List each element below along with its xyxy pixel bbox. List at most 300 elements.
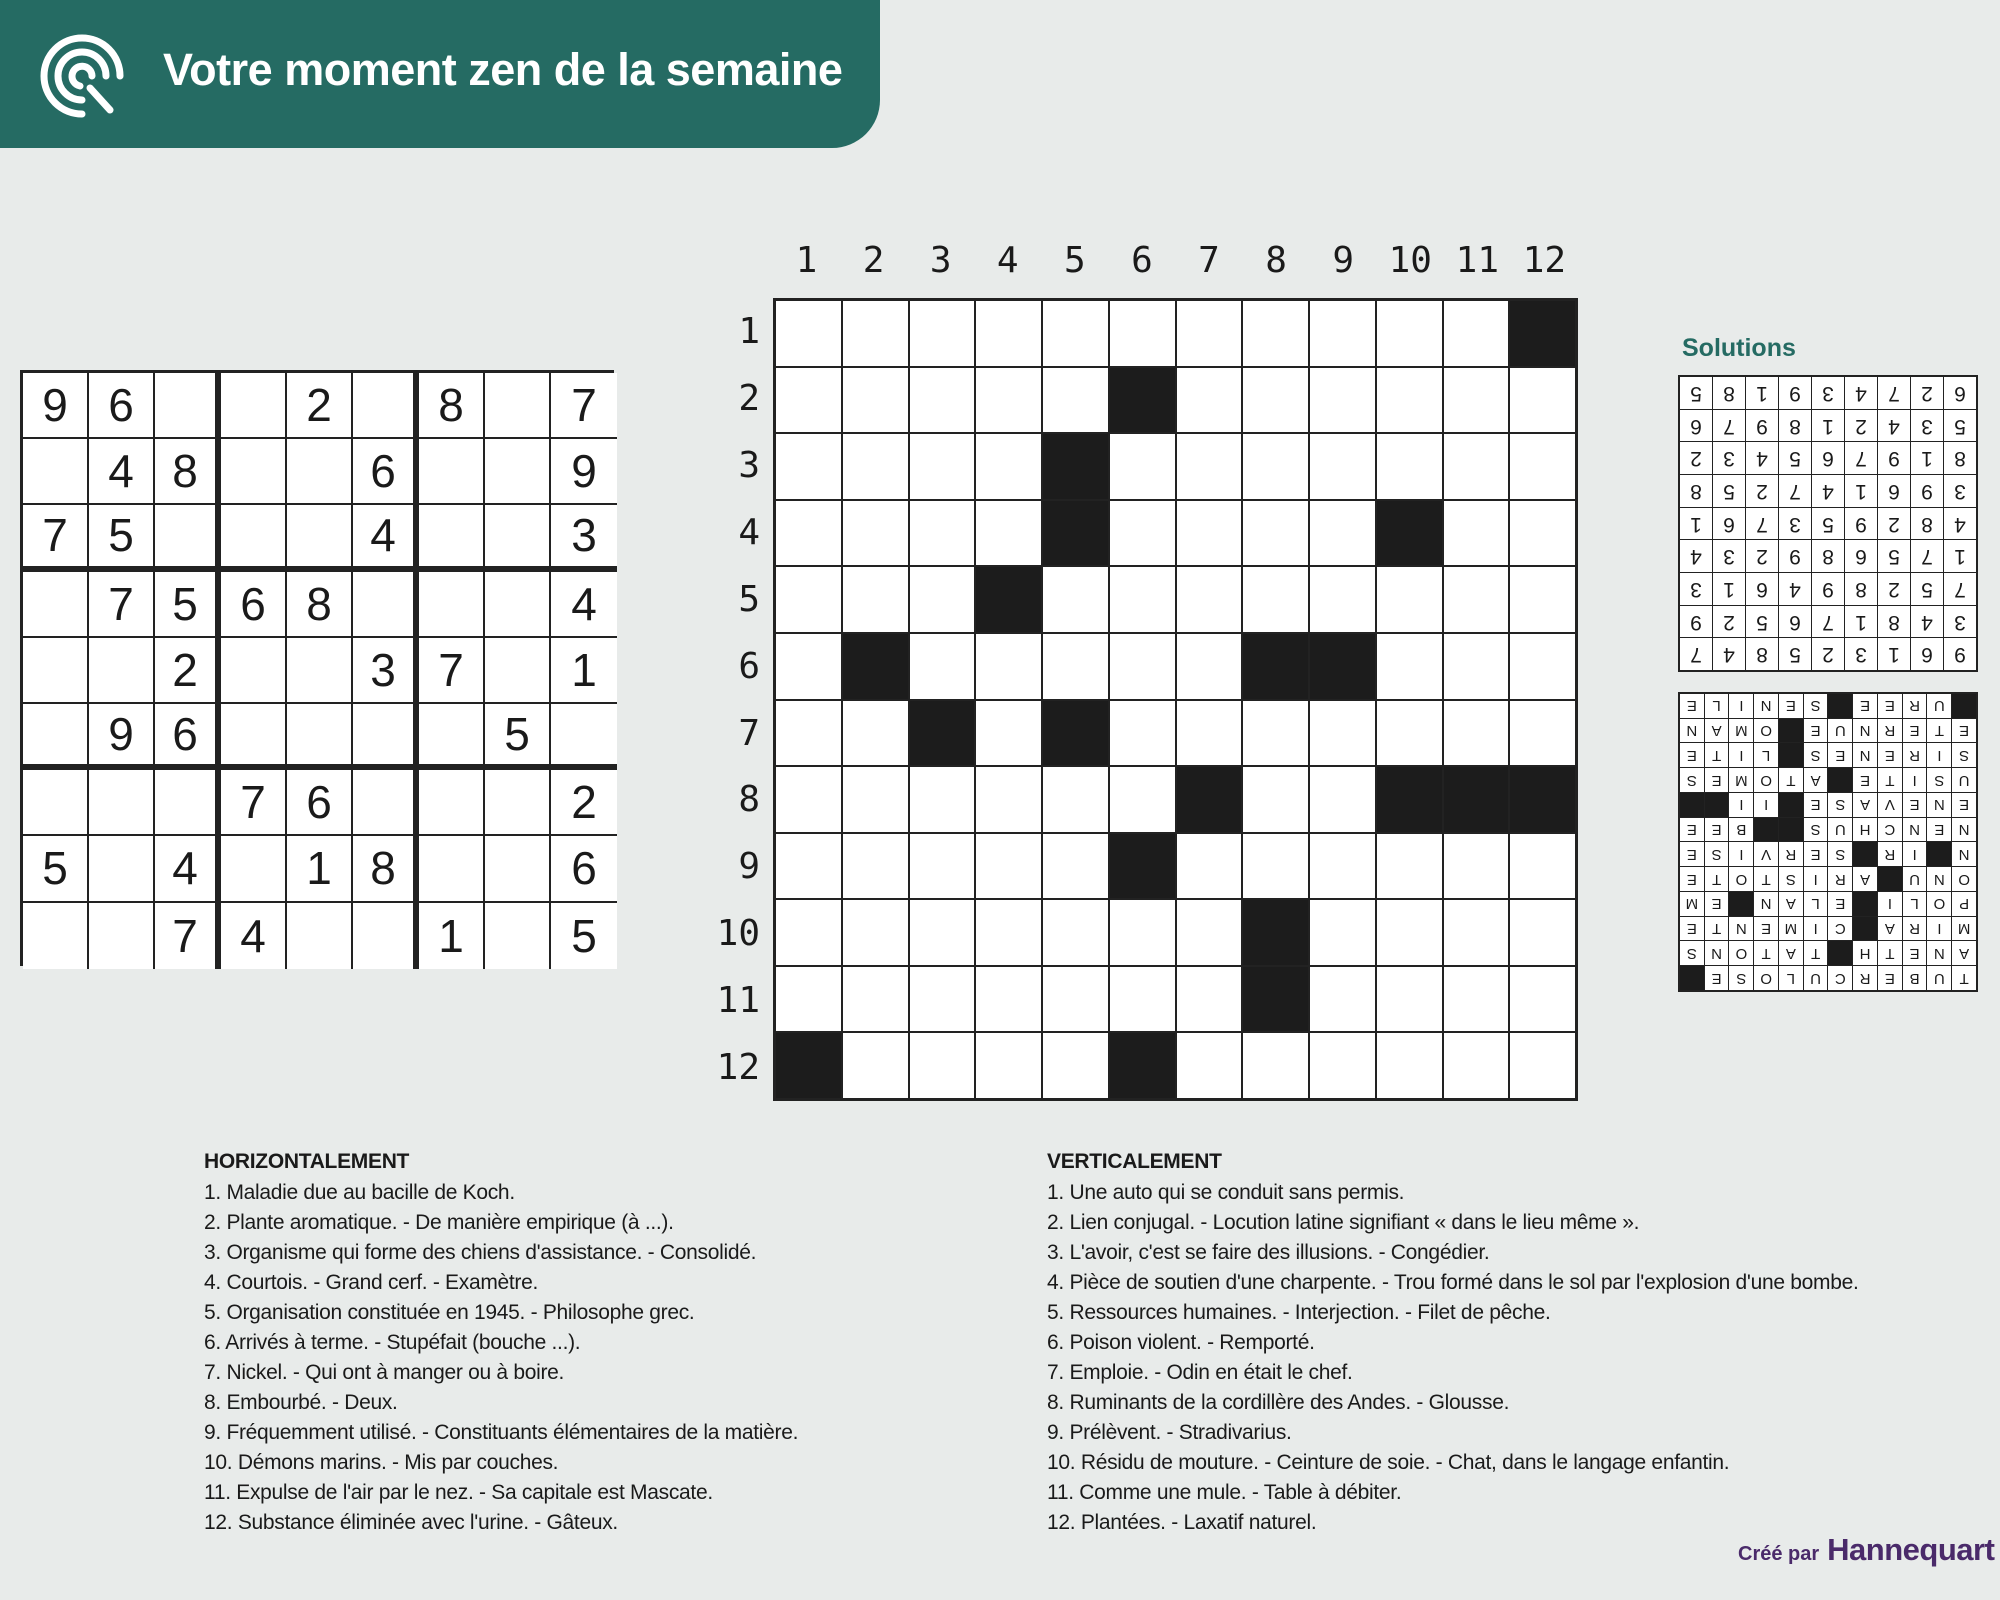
crossword-cell[interactable] xyxy=(1177,701,1242,766)
crossword-cell[interactable] xyxy=(1243,834,1308,899)
crossword-cell[interactable] xyxy=(1043,1033,1108,1098)
page-header xyxy=(0,0,880,148)
solutions-title: Solutions xyxy=(1682,334,1796,362)
crossword-solution-cell: R xyxy=(1853,966,1877,990)
crossword-cell[interactable] xyxy=(1043,967,1108,1032)
sudoku-cell[interactable] xyxy=(287,638,353,704)
crossword-cell[interactable] xyxy=(1177,434,1242,499)
sudoku-cell: 7 xyxy=(89,572,155,638)
crossword-cell[interactable] xyxy=(843,900,908,965)
sudoku-cell: 7 xyxy=(221,770,287,836)
crossword-cell[interactable] xyxy=(1043,834,1108,899)
sudoku-cell[interactable] xyxy=(353,572,419,638)
crossword-solution-cell: U xyxy=(1804,966,1828,990)
crossword-solution-cell: B xyxy=(1903,966,1927,990)
sudoku-cell[interactable] xyxy=(485,505,551,571)
crossword-cell[interactable] xyxy=(1243,567,1308,632)
crossword-cell[interactable] xyxy=(1177,501,1242,566)
crossword-solution-black-cell xyxy=(1779,719,1803,743)
crossword-solution-cell: O xyxy=(1730,867,1754,891)
vertical-clue: 4. Pièce de soutien d'une charpente. - Trou formé dans le sol par l'explosion d'une bombe. xyxy=(1047,1271,1859,1294)
crossword-cell[interactable] xyxy=(1510,567,1575,632)
crossword-cell[interactable] xyxy=(843,767,908,832)
sudoku-solution-cell: 6 xyxy=(1680,410,1712,442)
crossword-solution-cell: E xyxy=(1705,818,1729,842)
crossword-cell[interactable] xyxy=(1510,701,1575,766)
sudoku-cell[interactable] xyxy=(485,836,551,902)
crossword-cell[interactable] xyxy=(776,900,841,965)
crossword-cell[interactable] xyxy=(776,301,841,366)
crossword-row-number: 5 xyxy=(738,578,760,620)
crossword-cell[interactable] xyxy=(1310,567,1375,632)
sudoku-cell[interactable] xyxy=(221,439,287,505)
crossword-solution-cell: O xyxy=(1730,942,1754,966)
crossword-cell[interactable] xyxy=(1177,1033,1242,1098)
crossword-solution-black-cell xyxy=(1853,843,1877,867)
crossword-cell[interactable] xyxy=(1110,501,1175,566)
crossword-cell[interactable] xyxy=(910,501,975,566)
crossword-cell[interactable] xyxy=(776,634,841,699)
crossword-cell[interactable] xyxy=(1243,1033,1308,1098)
sudoku-cell[interactable] xyxy=(89,770,155,836)
crossword-cell[interactable] xyxy=(1444,701,1509,766)
crossword-solution-cell: L xyxy=(1705,694,1729,718)
crossword-solution-black-cell xyxy=(1952,694,1976,718)
sudoku-cell[interactable] xyxy=(89,638,155,704)
sudoku-solution-cell: 4 xyxy=(1779,573,1811,605)
crossword-cell[interactable] xyxy=(1377,834,1442,899)
crossword-solution-cell: N xyxy=(1853,744,1877,768)
crossword-column-number: 2 xyxy=(862,240,885,281)
crossword-cell[interactable] xyxy=(1510,501,1575,566)
crossword-cell[interactable] xyxy=(1510,900,1575,965)
sudoku-cell[interactable] xyxy=(287,903,353,969)
sudoku-cell[interactable] xyxy=(419,704,485,770)
crossword-cell[interactable] xyxy=(976,634,1041,699)
crossword-solution-cell: T xyxy=(1804,942,1828,966)
crossword-column-number: 6 xyxy=(1131,240,1153,281)
crossword-cell[interactable] xyxy=(776,567,841,632)
crossword-solution-cell: U xyxy=(1829,818,1853,842)
crossword-solution-cell: S xyxy=(1804,694,1828,718)
crossword-cell[interactable] xyxy=(1377,634,1442,699)
crossword-solution-cell: E xyxy=(1680,818,1704,842)
crossword-black-cell xyxy=(1043,501,1108,566)
sudoku-solution-cell: 6 xyxy=(1812,442,1844,474)
crossword-cell[interactable] xyxy=(1243,501,1308,566)
horizontal-clue: 6. Arrivés à terme. - Stupéfait (bouche ...). xyxy=(204,1331,581,1354)
crossword-solution-cell: A xyxy=(1952,942,1976,966)
vertical-clue: 3. L'avoir, c'est se faire des illusions. - Congédier. xyxy=(1047,1241,1490,1264)
crossword-cell[interactable] xyxy=(1243,701,1308,766)
horizontal-clue: 5. Organisation constituée en 1945. - Philosophe grec. xyxy=(204,1301,695,1324)
crossword-solution-black-cell xyxy=(1779,744,1803,768)
sudoku-cell[interactable] xyxy=(287,704,353,770)
crossword-solution-cell: I xyxy=(1878,892,1902,916)
crossword-cell[interactable] xyxy=(776,368,841,433)
crossword-cell[interactable] xyxy=(976,767,1041,832)
horizontal-clue: 9. Fréquemment utilisé. - Constituants élémentaires de la matière. xyxy=(204,1421,799,1444)
crossword-solution-cell: L xyxy=(1779,966,1803,990)
sudoku-solution-cell: 8 xyxy=(1845,573,1877,605)
crossword-cell[interactable] xyxy=(910,1033,975,1098)
crossword-row-number: 9 xyxy=(738,846,760,888)
horizontal-clues xyxy=(204,1150,1004,1538)
crossword-solution-cell: R xyxy=(1878,843,1902,867)
sudoku-cell[interactable] xyxy=(23,770,89,836)
sudoku-solution-cell: 3 xyxy=(1845,638,1877,670)
crossword-row-number: 7 xyxy=(738,712,760,754)
crossword-cell[interactable] xyxy=(843,701,908,766)
sudoku-cell: 9 xyxy=(89,704,155,770)
crossword-cell[interactable] xyxy=(1110,567,1175,632)
crossword-solution-black-cell xyxy=(1779,818,1803,842)
crossword-cell[interactable] xyxy=(976,967,1041,1032)
crossword-solution-cell: S xyxy=(1680,942,1704,966)
sudoku-solution-cell: 7 xyxy=(1944,573,1976,605)
crossword-cell[interactable] xyxy=(1377,900,1442,965)
crossword-cell[interactable] xyxy=(976,900,1041,965)
crossword-cell[interactable] xyxy=(1377,701,1442,766)
crossword-solution-cell: S xyxy=(1680,768,1704,792)
crossword-solution-cell: M xyxy=(1680,892,1704,916)
crossword-cell[interactable] xyxy=(1310,434,1375,499)
sudoku-cell[interactable] xyxy=(419,836,485,902)
crossword-cell[interactable] xyxy=(1043,767,1108,832)
vertical-clue: 6. Poison violent. - Remporté. xyxy=(1047,1331,1315,1354)
crossword-solution-cell: E xyxy=(1804,843,1828,867)
crossword-cell[interactable] xyxy=(1444,434,1509,499)
crossword-cell[interactable] xyxy=(1510,368,1575,433)
sudoku-cell[interactable] xyxy=(551,704,617,770)
crossword-cell[interactable] xyxy=(843,1033,908,1098)
crossword-cell[interactable] xyxy=(1177,301,1242,366)
crossword-cell[interactable] xyxy=(1177,834,1242,899)
sudoku-cell[interactable] xyxy=(89,836,155,902)
crossword-cell[interactable] xyxy=(1310,834,1375,899)
sudoku-cell: 2 xyxy=(155,638,221,704)
crossword-cell[interactable] xyxy=(1310,767,1375,832)
crossword-cell[interactable] xyxy=(1377,967,1442,1032)
sudoku-solution-cell: 4 xyxy=(1680,540,1712,572)
crossword-cell[interactable] xyxy=(1177,900,1242,965)
crossword-cell[interactable] xyxy=(776,434,841,499)
crossword-solution-cell: A xyxy=(1878,917,1902,941)
vertical-clue: 8. Ruminants de la cordillère des Andes. - Glousse. xyxy=(1047,1391,1510,1414)
sudoku-cell[interactable] xyxy=(485,439,551,505)
crossword-solution-cell: C xyxy=(1829,966,1853,990)
crossword-cell[interactable] xyxy=(1110,301,1175,366)
sudoku-solution-cell: 1 xyxy=(1911,442,1943,474)
sudoku-solution-cell: 1 xyxy=(1812,410,1844,442)
crossword-cell[interactable] xyxy=(1444,368,1509,433)
crossword-solution-black-cell xyxy=(1730,892,1754,916)
crossword-solution-black-cell xyxy=(1705,793,1729,817)
crossword-solution-cell: U xyxy=(1952,768,1976,792)
crossword-cell[interactable] xyxy=(1043,301,1108,366)
sudoku-solution-cell: 6 xyxy=(1746,573,1778,605)
horizontal-clue: 11. Expulse de l'air par le nez. - Sa capitale est Mascate. xyxy=(204,1481,713,1504)
crossword-row-number: 10 xyxy=(716,913,760,955)
sudoku-grid xyxy=(20,370,614,966)
crossword-cell[interactable] xyxy=(1377,301,1442,366)
crossword-cell[interactable] xyxy=(1110,767,1175,832)
crossword-black-cell xyxy=(1510,767,1575,832)
sudoku-cell[interactable] xyxy=(353,704,419,770)
crossword-column-number: 3 xyxy=(929,240,952,281)
crossword-cell[interactable] xyxy=(1110,434,1175,499)
crossword-cell[interactable] xyxy=(1444,501,1509,566)
sudoku-cell[interactable] xyxy=(155,770,221,836)
crossword-cell[interactable] xyxy=(976,701,1041,766)
sudoku-solution-cell: 4 xyxy=(1911,606,1943,638)
sudoku-cell[interactable] xyxy=(287,439,353,505)
crossword-cell[interactable] xyxy=(1444,967,1509,1032)
sudoku-solution-cell: 3 xyxy=(1944,475,1976,507)
crossword-cell[interactable] xyxy=(1177,967,1242,1032)
crossword-cell[interactable] xyxy=(843,301,908,366)
crossword-solution-cell: E xyxy=(1680,843,1704,867)
sudoku-solution-cell: 2 xyxy=(1680,442,1712,474)
crossword-cell[interactable] xyxy=(976,834,1041,899)
sudoku-cell[interactable] xyxy=(23,903,89,969)
crossword-solution-cell: B xyxy=(1730,818,1754,842)
sudoku-cell: 2 xyxy=(287,373,353,439)
crossword-solution-cell: I xyxy=(1928,744,1952,768)
sudoku-solution-cell: 6 xyxy=(1911,638,1943,670)
crossword-solution-cell: E xyxy=(1680,694,1704,718)
crossword-cell[interactable] xyxy=(976,501,1041,566)
crossword-cell[interactable] xyxy=(1377,368,1442,433)
crossword-solution-cell: N xyxy=(1903,818,1927,842)
crossword-black-cell xyxy=(1377,501,1442,566)
sudoku-solution-cell: 9 xyxy=(1812,573,1844,605)
crossword-grid xyxy=(773,298,1578,1101)
crossword-cell[interactable] xyxy=(1110,701,1175,766)
sudoku-cell: 4 xyxy=(551,572,617,638)
crossword-cell[interactable] xyxy=(1310,967,1375,1032)
vertical-clue: 9. Prélèvent. - Stradivarius. xyxy=(1047,1421,1292,1444)
crossword-cell[interactable] xyxy=(1310,501,1375,566)
sudoku-cell: 1 xyxy=(551,638,617,704)
sudoku-cell[interactable] xyxy=(287,505,353,571)
sudoku-solution-cell: 1 xyxy=(1944,540,1976,572)
sudoku-solution-cell: 8 xyxy=(1713,377,1745,409)
crossword-cell[interactable] xyxy=(976,301,1041,366)
crossword-solution-cell: H xyxy=(1853,942,1877,966)
sudoku-solution-cell: 7 xyxy=(1680,638,1712,670)
sudoku-solution-cell: 2 xyxy=(1911,377,1943,409)
crossword-cell[interactable] xyxy=(910,900,975,965)
sudoku-cell[interactable] xyxy=(419,505,485,571)
sudoku-solution-cell: 5 xyxy=(1713,475,1745,507)
crossword-cell[interactable] xyxy=(1110,900,1175,965)
crossword-cell[interactable] xyxy=(910,634,975,699)
sudoku-cell[interactable] xyxy=(485,373,551,439)
crossword-solution-cell: E xyxy=(1878,694,1902,718)
crossword-cell[interactable] xyxy=(843,434,908,499)
crossword-cell[interactable] xyxy=(910,967,975,1032)
crossword-black-cell xyxy=(1377,767,1442,832)
crossword-solution-cell: S xyxy=(1779,867,1803,891)
crossword-cell[interactable] xyxy=(976,434,1041,499)
crossword-cell[interactable] xyxy=(910,567,975,632)
sudoku-cell[interactable] xyxy=(485,903,551,969)
crossword-cell[interactable] xyxy=(910,834,975,899)
crossword-cell[interactable] xyxy=(1510,634,1575,699)
sudoku-solution-cell: 5 xyxy=(1911,573,1943,605)
vertical-clue: 10. Résidu de mouture. - Ceinture de soie. - Chat, dans le langage enfantin. xyxy=(1047,1451,1730,1474)
crossword-cell[interactable] xyxy=(1510,1033,1575,1098)
sudoku-cell[interactable] xyxy=(353,770,419,836)
sudoku-solution-cell: 6 xyxy=(1944,377,1976,409)
crossword-cell[interactable] xyxy=(1310,900,1375,965)
sudoku-cell: 9 xyxy=(551,439,617,505)
crossword-cell[interactable] xyxy=(843,501,908,566)
crossword-solution-cell: T xyxy=(1705,867,1729,891)
sudoku-solution-cell: 4 xyxy=(1713,638,1745,670)
sudoku-cell: 6 xyxy=(155,704,221,770)
crossword-cell[interactable] xyxy=(910,434,975,499)
sudoku-cell[interactable] xyxy=(419,770,485,836)
sudoku-cell[interactable] xyxy=(485,770,551,836)
crossword-cell[interactable] xyxy=(1444,567,1509,632)
sudoku-cell[interactable] xyxy=(353,373,419,439)
sudoku-cell[interactable] xyxy=(221,505,287,571)
crossword-black-cell xyxy=(1510,301,1575,366)
vertical-clues xyxy=(1047,1150,1867,1538)
sudoku-cell[interactable] xyxy=(221,704,287,770)
crossword-cell[interactable] xyxy=(776,501,841,566)
sudoku-cell[interactable] xyxy=(23,572,89,638)
sudoku-cell[interactable] xyxy=(485,638,551,704)
sudoku-solution-cell: 2 xyxy=(1746,540,1778,572)
crossword-cell[interactable] xyxy=(1043,900,1108,965)
crossword-cell[interactable] xyxy=(910,767,975,832)
crossword-cell[interactable] xyxy=(1510,834,1575,899)
sudoku-cell: 6 xyxy=(353,439,419,505)
crossword-cell[interactable] xyxy=(1377,567,1442,632)
sudoku-solution-cell: 6 xyxy=(1779,606,1811,638)
crossword-cell[interactable] xyxy=(1243,767,1308,832)
vertical-clue: 1. Une auto qui se conduit sans permis. xyxy=(1047,1181,1405,1204)
crossword-cell[interactable] xyxy=(910,368,975,433)
crossword-solution-cell: V xyxy=(1878,793,1902,817)
crossword-solution-cell: A xyxy=(1779,892,1803,916)
sudoku-solution-cell: 2 xyxy=(1878,508,1910,540)
crossword-solution-cell: N xyxy=(1928,867,1952,891)
crossword-cell[interactable] xyxy=(776,701,841,766)
sudoku-cell[interactable] xyxy=(155,373,221,439)
crossword-cell[interactable] xyxy=(1444,634,1509,699)
sudoku-cell[interactable] xyxy=(419,572,485,638)
sudoku-cell[interactable] xyxy=(23,439,89,505)
crossword-solution-cell: T xyxy=(1878,768,1902,792)
crossword-solution-cell: E xyxy=(1928,818,1952,842)
sudoku-solution-cell: 5 xyxy=(1812,508,1844,540)
crossword-column-number: 1 xyxy=(795,240,818,281)
crossword-cell[interactable] xyxy=(1310,301,1375,366)
crossword-cell[interactable] xyxy=(1510,434,1575,499)
crossword-cell[interactable] xyxy=(1110,634,1175,699)
crossword-cell[interactable] xyxy=(776,767,841,832)
crossword-cell[interactable] xyxy=(1243,301,1308,366)
crossword-cell[interactable] xyxy=(1177,368,1242,433)
crossword-cell[interactable] xyxy=(1377,1033,1442,1098)
crossword-cell[interactable] xyxy=(1177,634,1242,699)
crossword-cell[interactable] xyxy=(776,834,841,899)
sudoku-cell: 5 xyxy=(23,836,89,902)
crossword-cell[interactable] xyxy=(910,301,975,366)
crossword-cell[interactable] xyxy=(1043,634,1108,699)
crossword-cell[interactable] xyxy=(1377,434,1442,499)
crossword-cell[interactable] xyxy=(776,967,841,1032)
crossword-cell[interactable] xyxy=(1243,434,1308,499)
crossword-cell[interactable] xyxy=(843,368,908,433)
crossword-cell[interactable] xyxy=(1243,368,1308,433)
horizontal-clue: 10. Démons marins. - Mis par couches. xyxy=(204,1451,559,1474)
crossword-cell[interactable] xyxy=(1310,1033,1375,1098)
crossword-solution-cell: N xyxy=(1680,719,1704,743)
crossword-cell[interactable] xyxy=(1177,567,1242,632)
sudoku-solution-cell: 9 xyxy=(1911,475,1943,507)
crossword-solution-cell: M xyxy=(1730,719,1754,743)
sudoku-solution-cell: 3 xyxy=(1713,540,1745,572)
sudoku-solution-cell: 2 xyxy=(1845,410,1877,442)
sudoku-cell[interactable] xyxy=(485,572,551,638)
sudoku-cell[interactable] xyxy=(221,638,287,704)
crossword-cell[interactable] xyxy=(976,368,1041,433)
sudoku-cell[interactable] xyxy=(419,439,485,505)
crossword-cell[interactable] xyxy=(1510,967,1575,1032)
crossword-cell[interactable] xyxy=(1310,368,1375,433)
crossword-cell[interactable] xyxy=(1110,967,1175,1032)
sudoku-solution-cell: 2 xyxy=(1746,475,1778,507)
sudoku-cell[interactable] xyxy=(221,373,287,439)
sudoku-cell[interactable] xyxy=(23,704,89,770)
crossword-cell[interactable] xyxy=(1043,567,1108,632)
crossword-column-number: 9 xyxy=(1332,240,1354,281)
sudoku-cell[interactable] xyxy=(23,638,89,704)
crossword-cell[interactable] xyxy=(843,567,908,632)
sudoku-solution-cell: 5 xyxy=(1779,442,1811,474)
crossword-cell[interactable] xyxy=(1444,834,1509,899)
crossword-cell[interactable] xyxy=(1444,1033,1509,1098)
vertical-clues-title: VERTICALEMENT xyxy=(1047,1150,1222,1173)
crossword-cell[interactable] xyxy=(843,967,908,1032)
crossword-cell[interactable] xyxy=(1043,368,1108,433)
sudoku-solution-cell: 1 xyxy=(1878,638,1910,670)
crossword-solution-cell: I xyxy=(1804,867,1828,891)
sudoku-cell[interactable] xyxy=(89,903,155,969)
horizontal-clue: 1. Maladie due au bacille de Koch. xyxy=(204,1181,515,1204)
crossword-cell[interactable] xyxy=(976,1033,1041,1098)
crossword-cell[interactable] xyxy=(1444,900,1509,965)
crossword-solution-cell: S xyxy=(1730,966,1754,990)
crossword-cell[interactable] xyxy=(1444,301,1509,366)
crossword-solution-cell: C xyxy=(1878,818,1902,842)
crossword-black-cell xyxy=(1043,701,1108,766)
sudoku-cell[interactable] xyxy=(353,903,419,969)
sudoku-cell: 7 xyxy=(23,505,89,571)
sudoku-solution-cell: 4 xyxy=(1878,410,1910,442)
sudoku-cell[interactable] xyxy=(221,836,287,902)
crossword-cell[interactable] xyxy=(843,834,908,899)
crossword-cell[interactable] xyxy=(1310,701,1375,766)
crossword-solution-cell: S xyxy=(1952,744,1976,768)
sudoku-cell[interactable] xyxy=(155,505,221,571)
crossword-solution-cell: U xyxy=(1829,719,1853,743)
